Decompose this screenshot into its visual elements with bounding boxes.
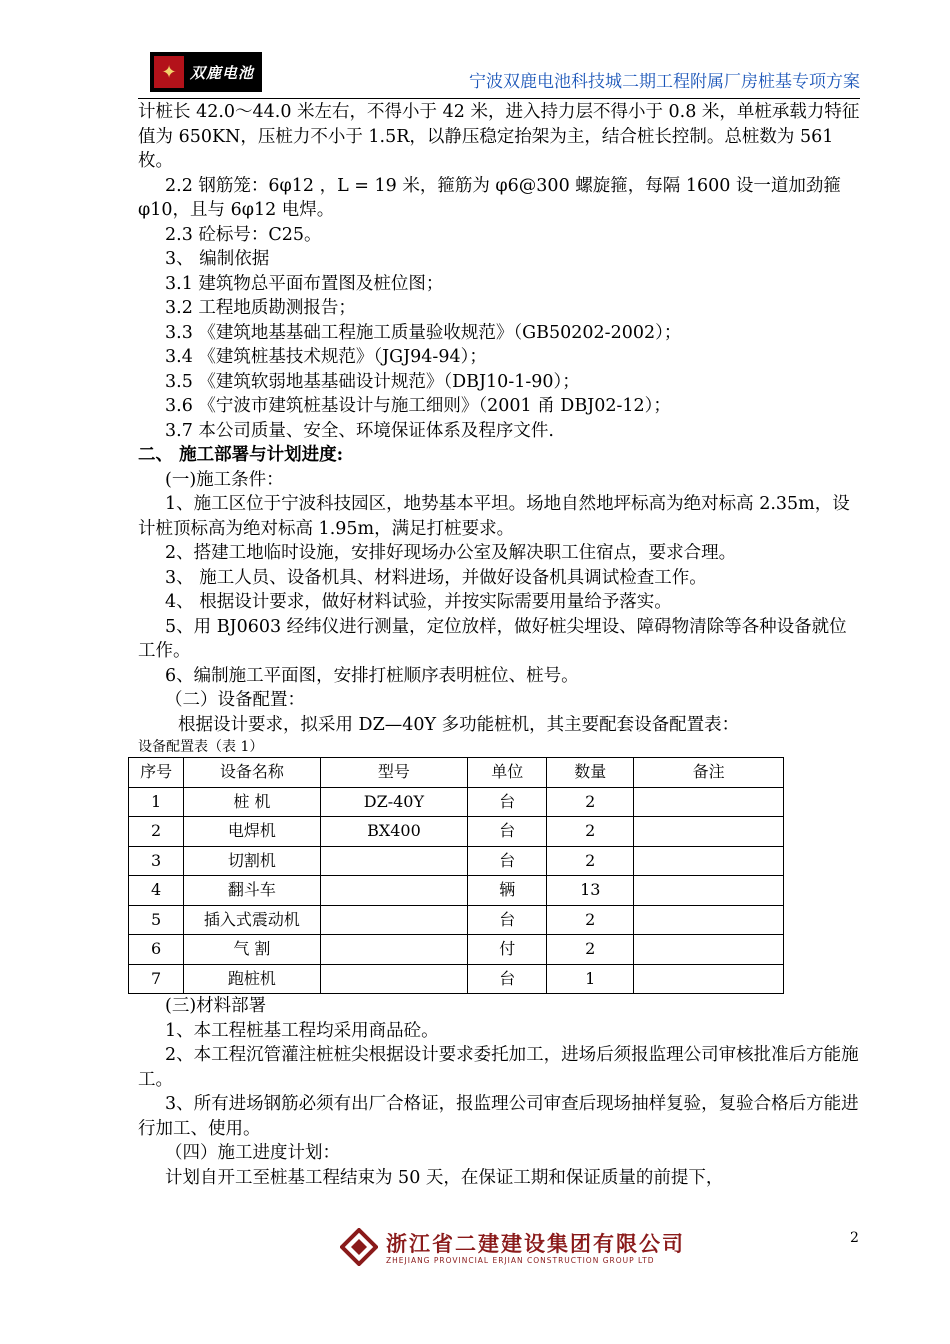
logo-text: 双鹿电池 bbox=[190, 63, 255, 82]
table-cell: 13 bbox=[547, 876, 634, 906]
page-header bbox=[138, 38, 860, 99]
page-footer bbox=[340, 1226, 860, 1276]
paragraph: 2、本工程沉管灌注桩桩尖根据设计要求委托加工，进场后须报监理公司审核批准后方能施工。 bbox=[138, 1045, 859, 1090]
table-cell: 台 bbox=[468, 787, 547, 817]
paragraph: 2.3 砼标号：C25。 bbox=[165, 224, 322, 245]
equipment-table bbox=[128, 757, 784, 994]
table-cell bbox=[634, 787, 784, 817]
list-item: 3.6 《宁波市建筑桩基设计与施工细则》（2001 甬 DBJ02-12）； bbox=[165, 396, 671, 416]
table-row bbox=[129, 964, 784, 994]
table-header-cell: 型号 bbox=[320, 758, 468, 788]
paragraph: 计桩长 42.0～44.0 米左右，不得小于 42 米，进入持力层不得小于 0.8 米，单桩承载力特征值为 650KN，压桩力不小于 1.5R，以静压稳定抬架为主，结合桩长控制。总桩数为 561 枚。 bbox=[138, 102, 860, 171]
paragraph: 计划自开工至桩基工程结束为 50 天，在保证工期和保证质量的前提下， bbox=[165, 1167, 724, 1188]
table-cell: 1 bbox=[547, 964, 634, 994]
table-header-cell: 单位 bbox=[468, 758, 547, 788]
paragraph: 2、搭建工地临时设施，安排好现场办公室及解决职工住宿点，要求合理。 bbox=[165, 543, 737, 563]
table-cell bbox=[320, 876, 468, 906]
paragraph: 3、 施工人员、设备机具、材料进场，并做好设备机具调试检查工作。 bbox=[165, 567, 707, 588]
subsection-heading: （四）施工进度计划： bbox=[165, 1143, 340, 1163]
paragraph: 根据设计要求，拟采用 DZ—40Y 多功能桩机，其主要配套设备配置表： bbox=[178, 714, 740, 735]
table-row bbox=[129, 846, 784, 876]
paragraph: 3、所有进场钢筋必须有出厂合格证，报监理公司审查后现场抽样复验，复验合格后方能进行加工、使用。 bbox=[138, 1094, 859, 1139]
table-cell: DZ-40Y bbox=[320, 787, 468, 817]
table-cell: 3 bbox=[129, 846, 184, 876]
table-header-cell: 设备名称 bbox=[184, 758, 320, 788]
table-header-cell: 序号 bbox=[129, 758, 184, 788]
table-cell bbox=[320, 964, 468, 994]
table-header-cell: 数量 bbox=[547, 758, 634, 788]
table-cell: 桩 机 bbox=[184, 787, 320, 817]
table-caption: 设备配置表（表 1） bbox=[138, 739, 264, 755]
list-item: 3.4 《建筑桩基技术规范》（JGJ94-94）； bbox=[165, 347, 487, 367]
table-cell: 6 bbox=[129, 935, 184, 965]
table-cell: 跑桩机 bbox=[184, 964, 320, 994]
table-cell: 5 bbox=[129, 905, 184, 935]
table-cell: 气 割 bbox=[184, 935, 320, 965]
table-cell: 7 bbox=[129, 964, 184, 994]
list-item: 3.5 《建筑软弱地基基础设计规范》（DBJ10-1-90）； bbox=[165, 371, 580, 392]
document-body bbox=[138, 100, 860, 1190]
table-cell: 台 bbox=[468, 817, 547, 847]
table-cell: 2 bbox=[547, 935, 634, 965]
table-cell bbox=[320, 846, 468, 876]
table-cell: 4 bbox=[129, 876, 184, 906]
subsection-heading: (三)材料部署 bbox=[165, 996, 267, 1016]
table-cell: 2 bbox=[547, 817, 634, 847]
company-logo bbox=[150, 52, 262, 92]
paragraph: 6、编制施工平面图，安排打桩顺序表明桩位、桩号。 bbox=[165, 665, 579, 686]
table-cell: 2 bbox=[547, 787, 634, 817]
table-row bbox=[129, 935, 784, 965]
table-row bbox=[129, 787, 784, 817]
table-cell: 翻斗车 bbox=[184, 876, 320, 906]
table-cell: 2 bbox=[547, 846, 634, 876]
table-cell bbox=[320, 935, 468, 965]
table-cell: 台 bbox=[468, 964, 547, 994]
table-header-row bbox=[129, 758, 784, 788]
table-cell bbox=[634, 817, 784, 847]
table-cell bbox=[320, 905, 468, 935]
list-item: 3.1 建筑物总平面布置图及桩位图； bbox=[165, 273, 444, 294]
list-item: 3.7 本公司质量、安全、环境保证体系及程序文件. bbox=[165, 420, 554, 441]
table-header-cell: 备注 bbox=[634, 758, 784, 788]
table-cell: BX400 bbox=[320, 817, 468, 847]
table-cell: 2 bbox=[129, 817, 184, 847]
table-cell: 辆 bbox=[468, 876, 547, 906]
paragraph: 5、用 BJ0603 经纬仪进行测量，定位放样，做好桩尖埋设、障碍物清除等各种设备就位工作。 bbox=[138, 616, 847, 661]
subsection-heading: (一)施工条件： bbox=[165, 469, 284, 490]
section-heading: 3、 编制依据 bbox=[165, 249, 270, 269]
header-title: 宁波双鹿电池科技城二期工程附属厂房桩基专项方案 bbox=[469, 72, 860, 92]
paragraph: 1、施工区位于宁波科技园区，地势基本平坦。场地自然地坪标高为绝对标高 2.35m，设计桩顶标高为绝对标高 1.95m，满足打桩要求。 bbox=[138, 494, 850, 539]
table-cell bbox=[634, 876, 784, 906]
table-cell bbox=[634, 846, 784, 876]
table-cell: 台 bbox=[468, 905, 547, 935]
list-item: 3.2 工程地质勘测报告； bbox=[165, 298, 356, 318]
footer-company-en: ZHEJIANG PROVINCIAL ERJIAN CONSTRUCTION GROUP LTD bbox=[386, 1256, 655, 1265]
subsection-heading: （二）设备配置： bbox=[165, 690, 305, 710]
footer-company-cn: 浙江省二建建设集团有限公司 bbox=[386, 1232, 685, 1256]
paragraph: 4、 根据设计要求，做好材料试验，并按实际需要用量给予落实。 bbox=[165, 592, 672, 612]
table-cell: 插入式震动机 bbox=[184, 905, 320, 935]
table-cell: 2 bbox=[547, 905, 634, 935]
page-number: 2 bbox=[850, 1230, 859, 1246]
chapter-heading: 二、 施工部署与计划进度: bbox=[138, 445, 344, 465]
table-cell bbox=[634, 905, 784, 935]
table-row bbox=[129, 905, 784, 935]
deer-logo-icon: ✦ bbox=[154, 56, 184, 88]
table-row bbox=[129, 876, 784, 906]
table-cell bbox=[634, 935, 784, 965]
paragraph: 2.2 钢筋笼：6φ12 ，L = 19 米，箍筋为 φ6@300 螺旋箍，每隔 1600 设一道加劲箍 φ10，且与 6φ12 电焊。 bbox=[138, 175, 841, 220]
paragraph: 1、本工程桩基工程均采用商品砼。 bbox=[165, 1020, 439, 1041]
table-cell: 台 bbox=[468, 846, 547, 876]
table-row bbox=[129, 817, 784, 847]
table-cell: 1 bbox=[129, 787, 184, 817]
table-cell: 电焊机 bbox=[184, 817, 320, 847]
list-item: 3.3 《建筑地基基础工程施工质量验收规范》（GB50202-2002）； bbox=[165, 322, 682, 343]
table-cell: 切割机 bbox=[184, 846, 320, 876]
table-cell bbox=[634, 964, 784, 994]
company-emblem-icon bbox=[340, 1228, 378, 1266]
table-cell: 付 bbox=[468, 935, 547, 965]
